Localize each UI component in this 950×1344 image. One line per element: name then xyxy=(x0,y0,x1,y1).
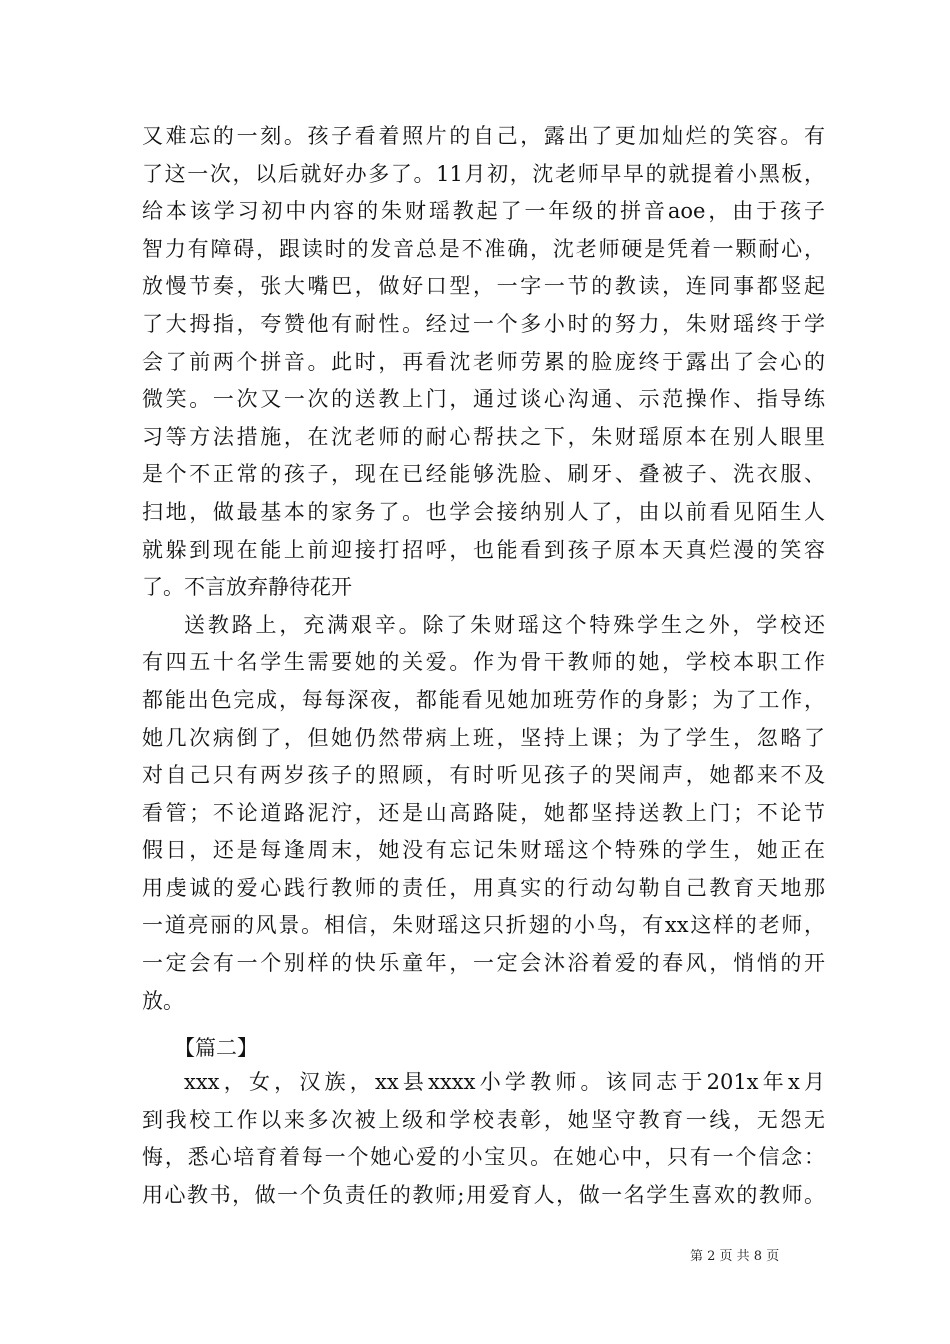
text-line: 她几次病倒了，但她仍然带病上班，坚持上课；为了学生，忽略了 xyxy=(142,725,825,750)
text-line: 了大拇指，夸赞他有耐性。经过一个多小时的努力，朱财瑶终于学 xyxy=(142,311,825,336)
section-heading: 【篇二】 xyxy=(174,1036,258,1061)
text-line: 智力有障碍，跟读时的发音总是不准确，沈老师硬是凭着一颗耐心， xyxy=(142,236,825,261)
text-line: 看管；不论道路泥泞，还是山高路陡，她都坚持送教上门；不论节 xyxy=(142,800,825,825)
text-line: 一道亮丽的风景。相信，朱财瑶这只折翅的小鸟，有xx这样的老师， xyxy=(142,913,825,938)
text-line: 习等方法措施，在沈老师的耐心帮扶之下，朱财瑶原本在别人眼里 xyxy=(142,424,825,449)
text-line: 就躲到现在能上前迎接打招呼，也能看到孩子原本天真烂漫的笑容 xyxy=(142,537,825,562)
text-line: 是个不正常的孩子，现在已经能够洗脸、刷牙、叠被子、洗衣服、 xyxy=(142,462,825,487)
text-line: 了。不言放弃静待花开 xyxy=(142,575,352,600)
text-line: xxx，女，汉族，xx县xxxx小学教师。该同志于201x年x月 xyxy=(184,1070,825,1095)
text-line: 用虔诚的爱心践行教师的责任，用真实的行动勾勒自己教育天地那 xyxy=(142,875,825,900)
text-line: 会了前两个拼音。此时，再看沈老师劳累的脸庞终于露出了会心的 xyxy=(142,349,825,374)
text-line: 对自己只有两岁孩子的照顾，有时听见孩子的哭闹声，她都来不及 xyxy=(142,763,825,788)
text-line: 扫地，做最基本的家务了。也学会接纳别人了，由以前看见陌生人 xyxy=(142,499,825,524)
text-line: 放慢节奏，张大嘴巴，做好口型，一字一节的教读，连同事都竖起 xyxy=(142,274,825,299)
document-body xyxy=(142,118,825,1215)
text-line: 假日，还是每逢周末，她没有忘记朱财瑶这个特殊的学生，她正在 xyxy=(142,838,825,863)
text-line: 给本该学习初中内容的朱财瑶教起了一年级的拼音aoe，由于孩子 xyxy=(142,199,825,224)
text-line: 了这一次，以后就好办多了。11月初，沈老师早早的就提着小黑板， xyxy=(142,161,825,186)
paragraph xyxy=(142,118,825,607)
text-line: 微笑。一次又一次的送教上门，通过谈心沟通、示范操作、指导练 xyxy=(142,387,825,412)
text-line: 放。 xyxy=(142,988,184,1013)
text-line: 送教路上，充满艰辛。除了朱财瑶这个特殊学生之外，学校还 xyxy=(184,612,825,637)
text-line: 到我校工作以来多次被上级和学校表彰，她坚守教育一线，无怨无 xyxy=(142,1107,825,1132)
text-line: 悔，悉心培育着每一个她心爱的小宝贝。在她心中，只有一个信念： xyxy=(142,1145,825,1170)
page-number: 第 2 页 共 8 页 xyxy=(690,1249,780,1264)
text-line: 有四五十名学生需要她的关爱。作为骨干教师的她，学校本职工作 xyxy=(142,650,825,675)
paragraph xyxy=(142,607,825,1021)
paragraph xyxy=(142,1064,825,1214)
text-line: 都能出色完成，每每深夜，都能看见她加班劳作的身影；为了工作， xyxy=(142,687,825,712)
text-line: 又难忘的一刻。孩子看着照片的自己，露出了更加灿烂的笑容。有 xyxy=(142,124,825,148)
text-line: 用心教书，做一个负责任的教师;用爱育人，做一名学生喜欢的教师。 xyxy=(142,1183,825,1208)
text-line: 一定会有一个别样的快乐童年，一定会沐浴着爱的春风，悄悄的开 xyxy=(142,951,825,976)
